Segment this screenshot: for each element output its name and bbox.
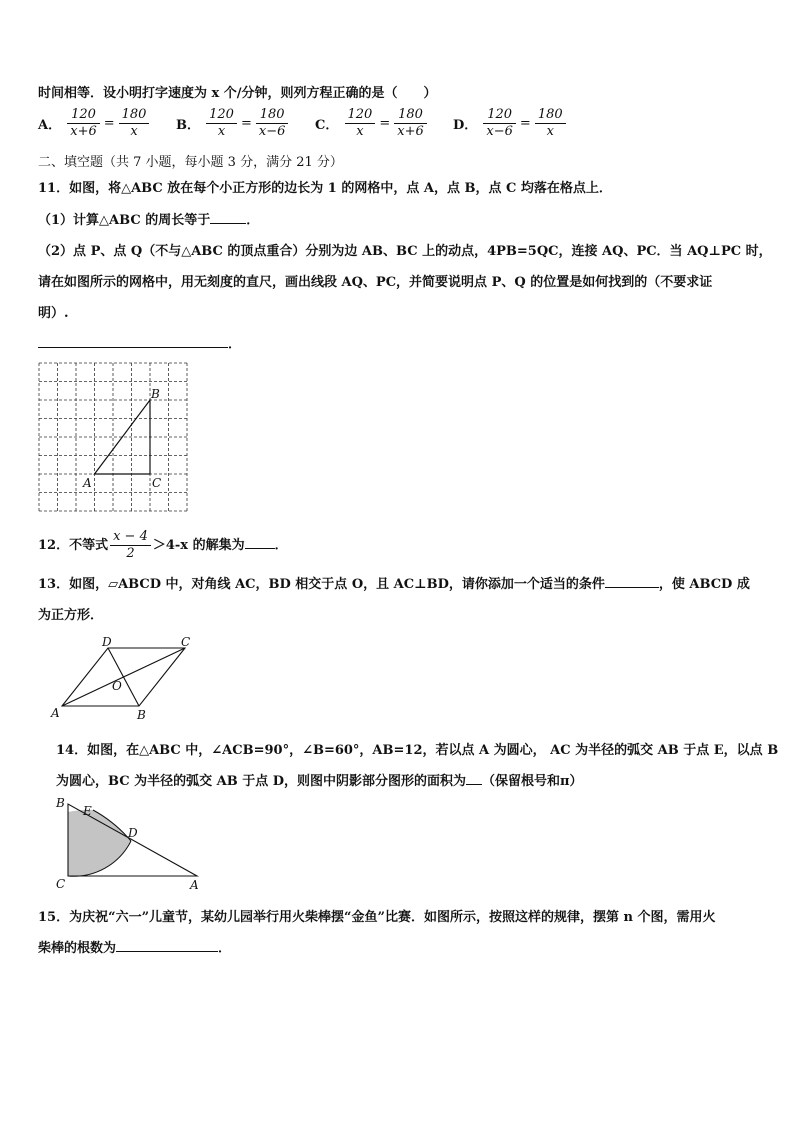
option-label: D． <box>453 118 478 133</box>
q13-line2: 为正方形． <box>38 608 104 623</box>
q10-option-a[interactable] <box>38 107 151 140</box>
fraction-right: $\frac{180}{x+6}$ <box>394 107 427 140</box>
q11-part2-line2: 请在如图所示的网格中，用无刻度的直尺，画出线段 AQ、PC，并简要说明点 P、Q 的位置是如何找到的（不要求证 <box>38 275 713 290</box>
q11-part1: （1）计算△ABC 的周长等于 ． <box>38 213 260 228</box>
q11-part2-line3: 明）. <box>38 306 69 321</box>
fraction-left: $\frac{120}{x-6}$ <box>483 107 516 140</box>
grid-lines <box>39 363 187 511</box>
option-label: B． <box>176 118 200 133</box>
label-a: A <box>83 476 92 490</box>
q10-stem: 时间相等．设小明打字速度为 x 个/分钟，则列方程正确的是（ ） <box>38 86 437 101</box>
label-d: D <box>128 826 138 840</box>
label-a: A <box>51 706 60 720</box>
q12-line: 12．不等式 $\frac{x - 4}{2}$ ＞4-x 的解集为 ． <box>38 529 288 561</box>
label-b: B <box>137 708 146 722</box>
fraction-left: $\frac{120}{x}$ <box>345 107 376 140</box>
q12-fraction: $\frac{x - 4}{2}$ <box>110 529 151 562</box>
q15-line2: 柴棒的根数为 ． <box>38 941 232 956</box>
answer-blank[interactable] <box>245 536 275 549</box>
fraction-left: $\frac{120}{x+6}$ <box>67 107 100 140</box>
q11-answer-line: ． <box>38 333 241 352</box>
answer-blank[interactable] <box>38 335 228 348</box>
fraction-right: $\frac{180}{x}$ <box>535 107 566 140</box>
label-o: O <box>112 679 122 693</box>
answer-blank[interactable] <box>116 939 218 952</box>
answer-blank[interactable] <box>466 772 482 785</box>
q13-line1: 13．如图，▱ABCD 中，对角线 AC，BD 相交于点 O，且 AC⊥BD，请你添加一个适当的条件 ，使 ABCD 成 <box>38 577 750 592</box>
answer-blank[interactable] <box>605 575 659 588</box>
q14-triangle-figure <box>52 796 212 898</box>
diagonal-bd <box>108 648 139 706</box>
q11-grid-figure <box>36 360 192 520</box>
label-c: C <box>152 476 162 490</box>
label-b: B <box>151 387 160 401</box>
fraction-left: $\frac{120}{x}$ <box>206 107 237 140</box>
label-b: B <box>56 796 65 810</box>
option-label: A． <box>38 118 62 133</box>
q13-parallelogram-figure <box>46 632 206 726</box>
q10-option-d[interactable] <box>453 107 568 140</box>
grid-svg <box>36 360 192 516</box>
equals-sign: = <box>240 116 252 131</box>
q14-line1: 14．如图，在△ABC 中，∠ACB=90°，∠B=60°，AB=12，若以点 A 为圆心， AC 为半径的弧交 AB 于点 E，以点 B <box>56 743 779 758</box>
equals-sign: = <box>379 116 391 131</box>
label-e: E <box>83 804 92 818</box>
option-label: C． <box>315 118 339 133</box>
q10-option-c[interactable] <box>315 107 429 140</box>
triangle-svg <box>52 796 212 894</box>
parallelogram-svg <box>46 632 206 722</box>
q11-stem: 11．如图，将△ABC 放在每个小正方形的边长为 1 的网格中，点 A，点 B，点 C 均落在格点上． <box>38 181 612 196</box>
shaded-region <box>68 810 131 877</box>
equals-sign: = <box>103 116 115 131</box>
q11-part2-line1: （2）点 P、点 Q（不与△ABC 的顶点重合）分别为边 AB、BC 上的动点，4PB=5QC，连接 AQ、PC．当 AQ⊥PC 时， <box>38 244 772 259</box>
label-c: C <box>56 877 66 891</box>
fraction-right: $\frac{180}{x}$ <box>119 107 150 140</box>
fraction-right: $\frac{180}{x-6}$ <box>256 107 289 140</box>
q15-line1: 15．为庆祝“六一”儿童节，某幼儿园举行用火柴棒摆“金鱼”比赛．如图所示，按照这样的规律，摆第 n 个图，需用火 <box>38 910 716 925</box>
section-heading: 二、填空题（共 7 小题，每小题 3 分，满分 21 分） <box>38 155 343 170</box>
equals-sign: = <box>519 116 531 131</box>
label-d: D <box>102 635 112 649</box>
q14-line2: 为圆心，BC 为半径的弧交 AB 于点 D，则图中阴影部分图形的面积为 （保留根号和π） <box>56 774 583 789</box>
label-c: C <box>181 635 191 649</box>
answer-blank[interactable] <box>210 211 246 224</box>
label-a: A <box>190 878 199 892</box>
q10-option-b[interactable] <box>176 107 290 140</box>
